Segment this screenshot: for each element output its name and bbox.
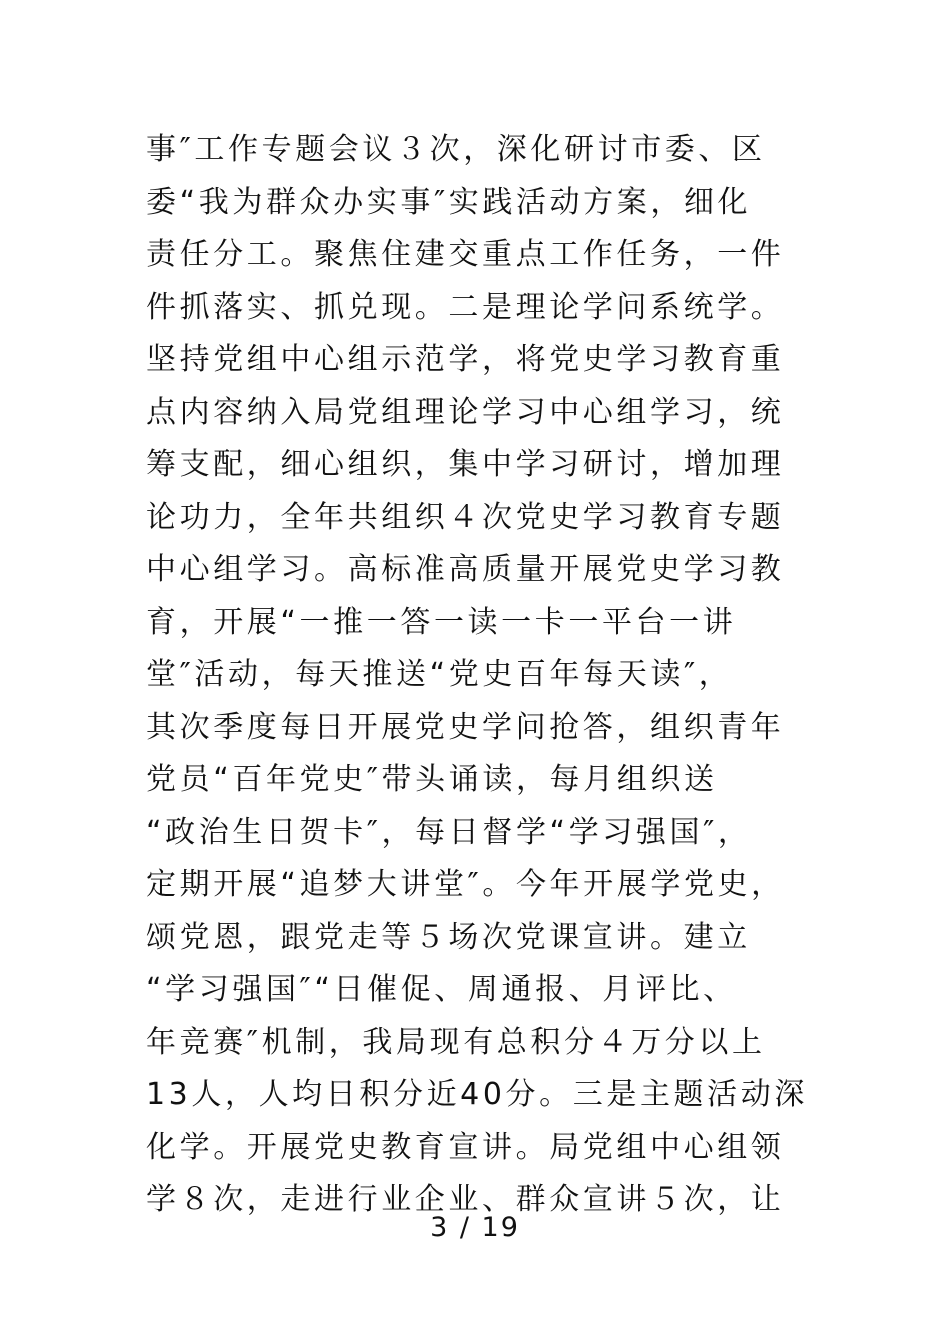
text-line: 件抓落实、抓兑现。二是理论学问系统学。 <box>146 289 785 325</box>
text-line: 论功力，全年共组织４次党史学习教育专题 <box>146 499 785 535</box>
text-line: 化学。开展党史教育宣讲。局党组中心组领 <box>146 1129 785 1165</box>
text-line: 党员“百年党史″带头诵读，每月组织送 <box>146 762 718 797</box>
page-number: 3 / 19 <box>430 1212 520 1243</box>
text-line: 筹支配，细心组织，集中学习研讨，增加理 <box>146 447 785 482</box>
body-text <box>146 124 826 1227</box>
text-line: 事″工作专题会议３次，深化研讨市委、区 <box>146 132 766 167</box>
text-line: 学８次，走进行业企业、群众宣讲５次，让 <box>146 1182 785 1217</box>
text-line: 13人，人均日积分近40分。三是主题活动深 <box>146 1077 808 1112</box>
text-line: 点内容纳入局党组理论学习中心组学习，统 <box>146 394 785 430</box>
text-line: 委“我为群众办实事″实践活动方案，细化 <box>146 184 752 220</box>
text-line: “政治生日贺卡″，每日督学“学习强国″， <box>146 814 752 850</box>
text-line: 年竞赛″机制，我局现有总积分４万分以上 <box>146 1024 766 1060</box>
text-line: 定期开展“追梦大讲堂″。今年开展学党史， <box>146 867 785 902</box>
text-line: 责任分工。聚焦住建交重点工作任务，一件 <box>146 237 785 272</box>
text-line: 颂党恩，跟党走等５场次党课宣讲。建立 <box>146 919 751 955</box>
text-line: 中心组学习。高标准高质量开展党史学习教 <box>146 552 785 587</box>
text-line: 其次季度每日开展党史学问抢答，组织青年 <box>146 709 785 745</box>
text-line: “学习强国″“日催促、周通报、月评比、 <box>146 972 737 1007</box>
text-line: 堂″活动，每天推送“党史百年每天读″， <box>146 657 733 692</box>
text-line: 坚持党组中心组示范学，将党史学习教育重 <box>146 342 785 377</box>
text-line: 育，开展“一推一答一读一卡一平台一讲 <box>146 604 737 640</box>
